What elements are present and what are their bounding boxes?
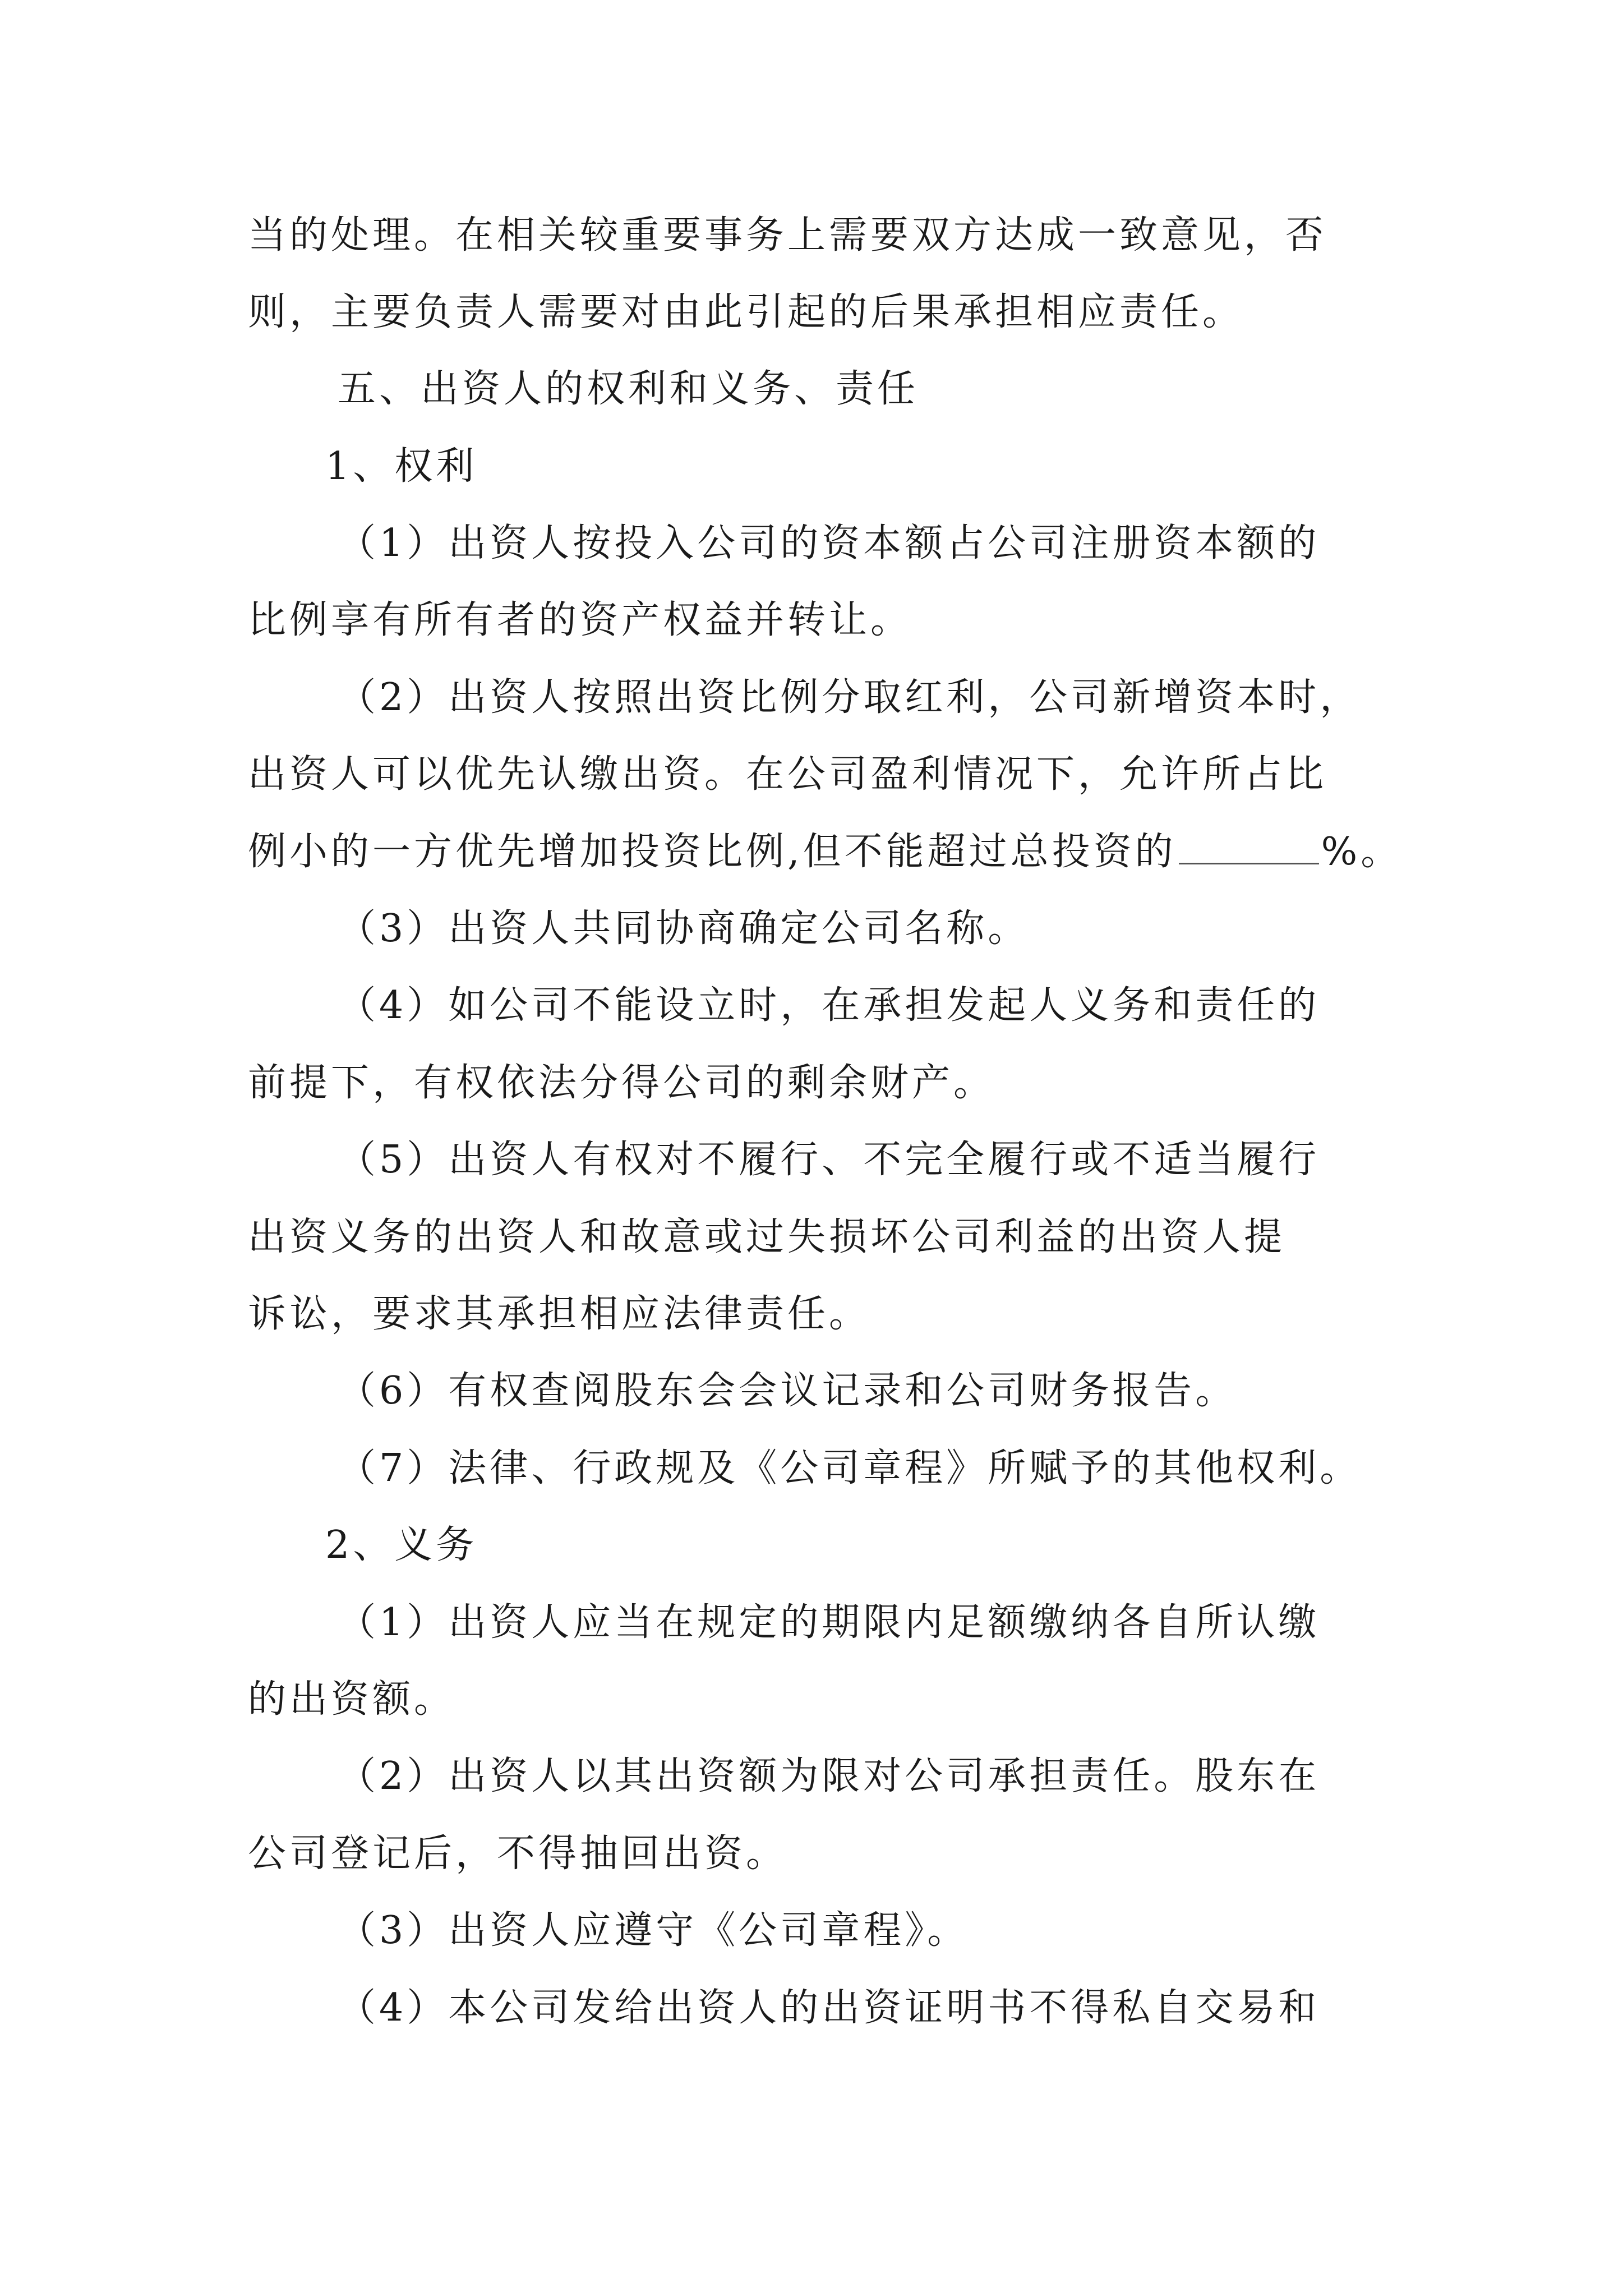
text-line: （2）出资人按照出资比例分取红利，公司新增资本时， <box>338 675 1362 720</box>
text-line: （7）法律、行政规及《公司章程》所赋予的其他权利。 <box>338 1446 1362 1490</box>
text-line: （2）出资人以其出资额为限对公司承担责任。股东在 <box>338 1754 1320 1798</box>
text-line: （6）有权查阅股东会会议记录和公司财务报告。 <box>338 1369 1237 1413</box>
subsection-heading: 2、义务 <box>325 1523 478 1567</box>
text-line-with-blank <box>248 825 1402 879</box>
text-line: 出资义务的出资人和故意或过失损坏公司利益的出资人提 <box>248 1215 1286 1259</box>
text-line: 前提下，有权依法分得公司的剩余财产。 <box>248 1061 995 1105</box>
text-line: 出资人可以优先认缴出资。在公司盈利情况下，允许所占比 <box>248 752 1327 797</box>
text-line: 公司登记后，不得抽回出资。 <box>248 1832 788 1876</box>
fill-in-blank[interactable] <box>1179 829 1319 864</box>
text-line: （4）本公司发给出资人的出资证明书不得私自交易和 <box>338 1986 1320 2030</box>
text-line: （1）出资人按投入公司的资本额占公司注册资本额的 <box>338 521 1320 565</box>
text-line: （4）如公司不能设立时，在承担发起人义务和责任的 <box>338 983 1320 1028</box>
text-line: 当的处理。在相关较重要事务上需要双方达成一致意见，否 <box>248 213 1327 257</box>
text-line: （1）出资人应当在规定的期限内足额缴纳各自所认缴 <box>338 1600 1320 1645</box>
text-line: 诉讼，要求其承担相应法律责任。 <box>248 1292 871 1336</box>
subsection-heading: 1、权利 <box>325 444 478 489</box>
percent-sign: %。 <box>1321 830 1403 874</box>
section-heading: 五、出资人的权利和义务、责任 <box>338 367 919 411</box>
text-segment: 例小的一方优先增加投资比例,但不能超过总投资的 <box>248 830 1177 874</box>
text-line: （3）出资人共同协商确定公司名称。 <box>338 907 1030 951</box>
text-line: （3）出资人应遵守《公司章程》。 <box>338 1908 969 1953</box>
text-line: 的出资额。 <box>248 1677 456 1722</box>
text-line: （5）出资人有权对不履行、不完全履行或不适当履行 <box>338 1138 1320 1182</box>
text-line: 则，主要负责人需要对由此引起的后果承担相应责任。 <box>248 290 1244 334</box>
text-line: 比例享有所有者的资产权益并转让。 <box>248 598 912 642</box>
